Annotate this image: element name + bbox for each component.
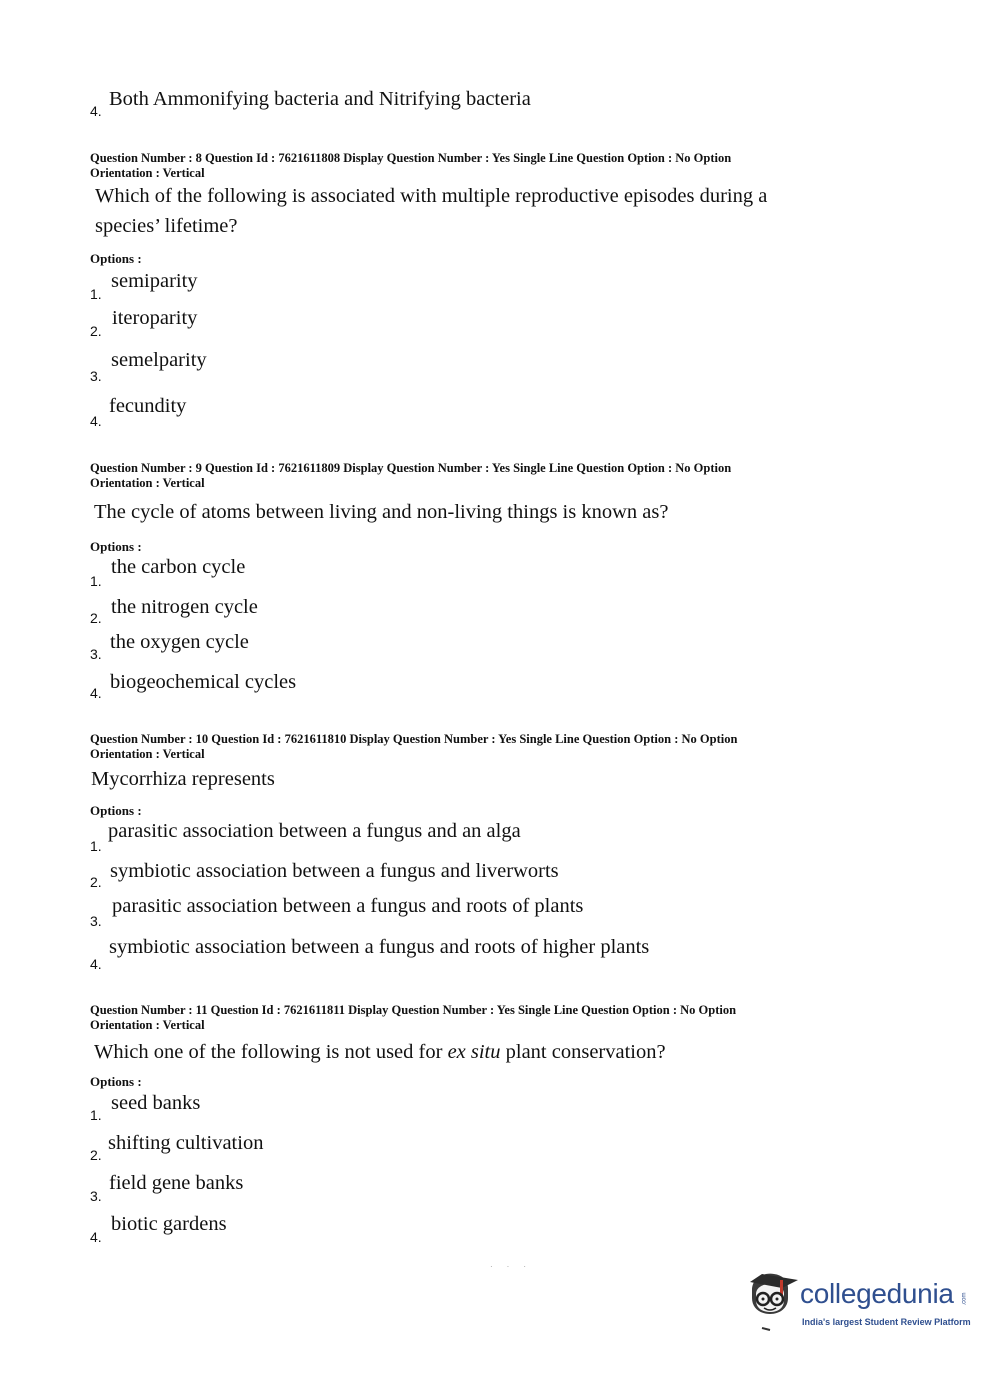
option-text: fecundity bbox=[109, 395, 187, 417]
option-text: field gene banks bbox=[109, 1172, 244, 1194]
option-text: semiparity bbox=[111, 270, 198, 292]
scan-artifact: ··· bbox=[490, 1262, 540, 1271]
option-number: 1. bbox=[90, 573, 102, 589]
logo-domain-suffix: .com bbox=[961, 1292, 968, 1306]
question-text-line-2: species’ lifetime? bbox=[95, 215, 238, 237]
option-number: 2. bbox=[90, 323, 102, 339]
option-number: 4. bbox=[90, 1229, 102, 1245]
option-number: 4. bbox=[90, 413, 102, 429]
option-text: the carbon cycle bbox=[111, 556, 246, 578]
option-number: 4. bbox=[90, 956, 102, 972]
question-meta bbox=[90, 151, 870, 181]
options-label: Options : bbox=[90, 539, 142, 554]
option-number: 3. bbox=[90, 368, 102, 384]
mascot-graduation-cap-icon bbox=[742, 1268, 800, 1338]
option-1 bbox=[90, 556, 890, 596]
question-text: The cycle of atoms between living and non-living things is known as? bbox=[94, 501, 669, 523]
option-number: 1. bbox=[90, 838, 102, 854]
option-4 bbox=[90, 395, 890, 435]
option-number: 1. bbox=[90, 1107, 102, 1123]
option-number: 3. bbox=[90, 1188, 102, 1204]
collegedunia-logo bbox=[742, 1268, 972, 1338]
question-meta bbox=[90, 1003, 870, 1033]
option-1 bbox=[90, 1092, 890, 1132]
option-2 bbox=[90, 1132, 890, 1172]
question-text: Mycorrhiza represents bbox=[91, 768, 275, 790]
option-text: biogeochemical cycles bbox=[110, 671, 297, 693]
option-3 bbox=[90, 349, 890, 389]
option-number: 2. bbox=[90, 1147, 102, 1163]
logo-tagline: India's largest Student Review Platform bbox=[802, 1317, 971, 1327]
question-meta-line-2: Orientation : Vertical bbox=[90, 166, 205, 180]
option-2 bbox=[90, 596, 890, 636]
option-4 bbox=[90, 671, 890, 711]
option-text: seed banks bbox=[111, 1092, 201, 1114]
question-text-line-1: Which of the following is associated with multiple reproductive episodes during a bbox=[95, 185, 768, 207]
options-label: Options : bbox=[90, 251, 142, 266]
option-text: symbiotic association between a fungus and roots of higher plants bbox=[109, 936, 650, 958]
option-number: 2. bbox=[90, 874, 102, 890]
options-label: Options : bbox=[90, 1074, 142, 1089]
question-meta bbox=[90, 732, 870, 762]
option-number: 1. bbox=[90, 286, 102, 302]
option-text: semelparity bbox=[111, 349, 207, 371]
option-3 bbox=[90, 895, 890, 935]
option-number: 3. bbox=[90, 913, 102, 929]
question-text-start: Which one of the following is not used for bbox=[94, 1041, 448, 1063]
logo-wordmark: collegedunia bbox=[800, 1278, 954, 1309]
question-text bbox=[95, 181, 767, 241]
option-text: the nitrogen cycle bbox=[111, 596, 258, 618]
previous-question-option-4 bbox=[90, 88, 890, 128]
option-1 bbox=[90, 270, 890, 310]
question-text-italic: ex situ bbox=[447, 1041, 501, 1063]
option-2 bbox=[90, 307, 890, 347]
question-meta-line-2: Orientation : Vertical bbox=[90, 476, 205, 490]
option-3 bbox=[90, 631, 890, 671]
option-text: iteroparity bbox=[112, 307, 198, 329]
question-text-end: plant conservation? bbox=[500, 1041, 666, 1063]
question-meta-line-1: Question Number : 10 Question Id : 7621611810 Display Question Number : Yes Single Line Question Option : No Option bbox=[90, 732, 738, 746]
option-text: parasitic association between a fungus and roots of plants bbox=[112, 895, 584, 917]
option-number: 3. bbox=[90, 646, 102, 662]
option-4 bbox=[90, 1213, 890, 1253]
option-1 bbox=[90, 820, 890, 860]
question-meta-line-2: Orientation : Vertical bbox=[90, 747, 205, 761]
question-meta-line-2: Orientation : Vertical bbox=[90, 1018, 205, 1032]
question-text bbox=[94, 1037, 666, 1067]
question-meta bbox=[90, 461, 870, 491]
option-3 bbox=[90, 1172, 890, 1212]
option-text: Both Ammonifying bacteria and Nitrifying bacteria bbox=[109, 88, 531, 110]
option-number: 4. bbox=[90, 685, 102, 701]
option-text: shifting cultivation bbox=[108, 1132, 264, 1154]
question-meta-line-1: Question Number : 11 Question Id : 7621611811 Display Question Number : Yes Single Line Question Option : No Option bbox=[90, 1003, 737, 1017]
option-number: 2. bbox=[90, 610, 102, 626]
option-4 bbox=[90, 936, 890, 976]
option-number: 4. bbox=[90, 103, 102, 119]
option-text: parasitic association between a fungus and an alga bbox=[108, 820, 521, 842]
option-2 bbox=[90, 860, 890, 900]
option-text: biotic gardens bbox=[111, 1213, 227, 1235]
option-text: symbiotic association between a fungus and liverworts bbox=[110, 860, 559, 882]
question-meta-line-1: Question Number : 9 Question Id : 7621611809 Display Question Number : Yes Single Line Question Option : No Option bbox=[90, 461, 732, 475]
question-meta-line-1: Question Number : 8 Question Id : 7621611808 Display Question Number : Yes Single Line Question Option : No Option bbox=[90, 151, 732, 165]
options-label: Options : bbox=[90, 803, 142, 818]
option-text: the oxygen cycle bbox=[110, 631, 249, 653]
